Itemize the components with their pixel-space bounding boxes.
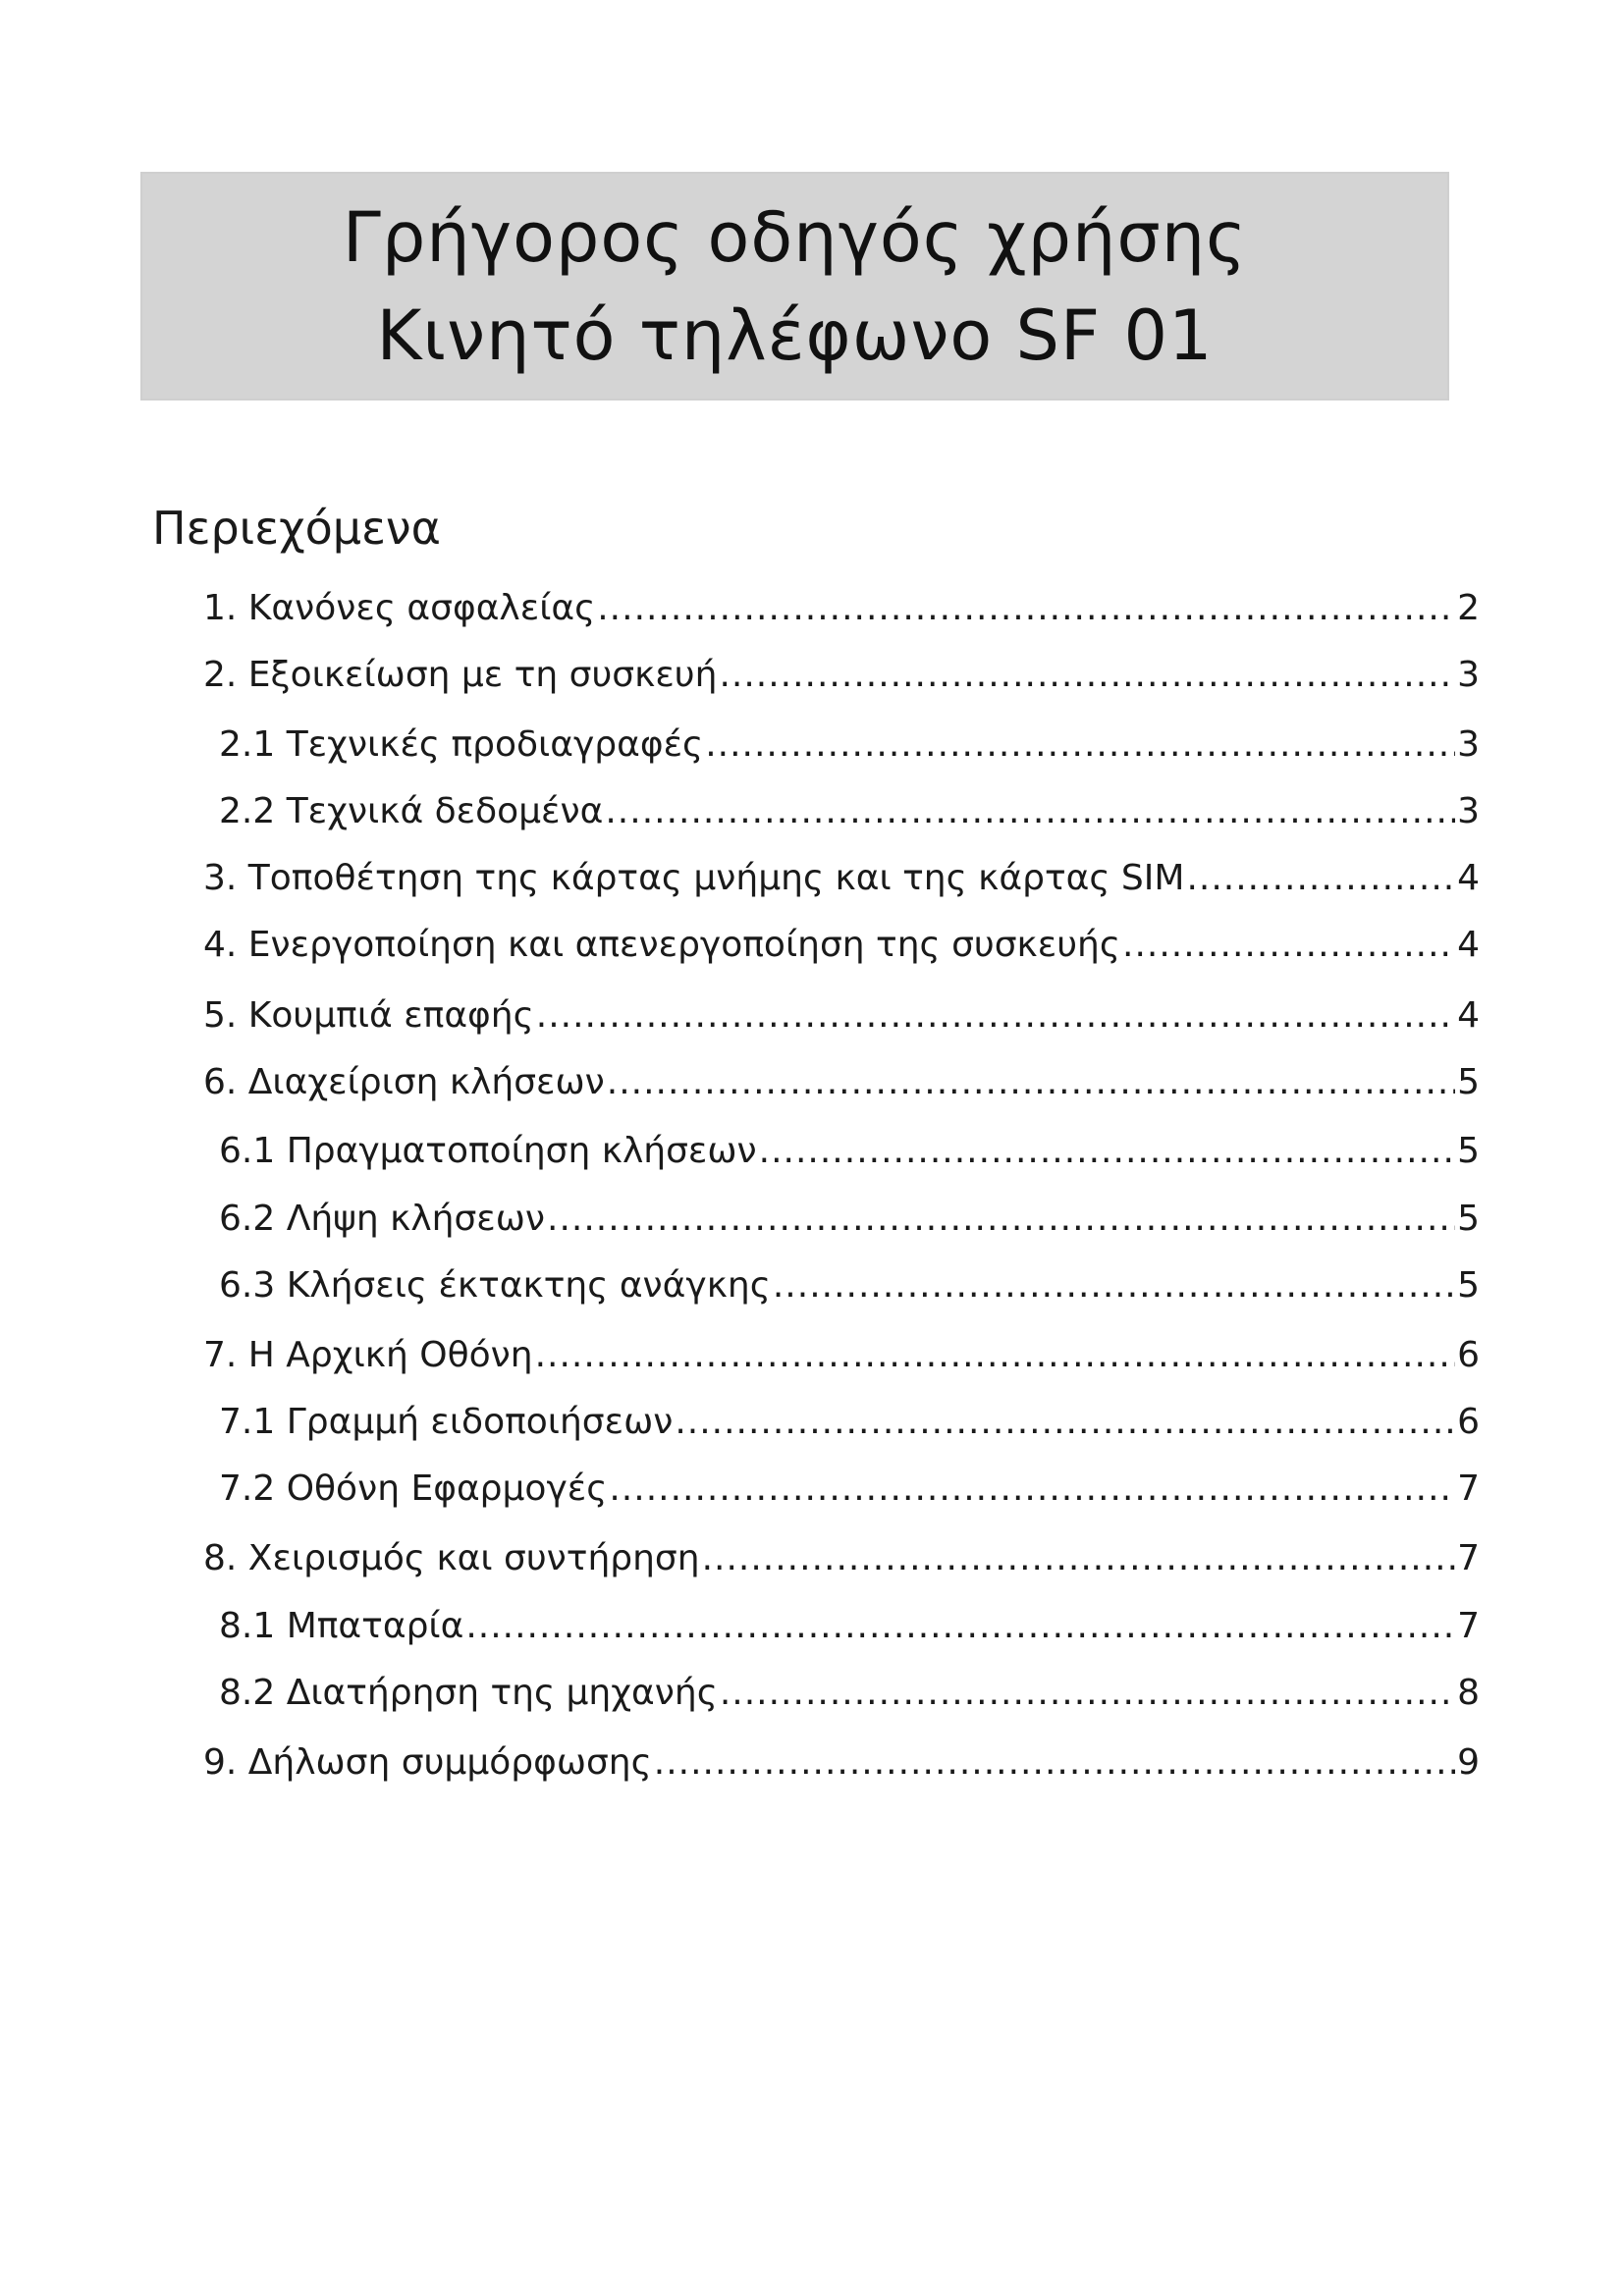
toc-dot-leader xyxy=(605,787,1455,836)
toc-dot-leader xyxy=(597,584,1455,633)
toc-entry-page: 5 xyxy=(1457,1199,1480,1239)
toc-entry-page: 7 xyxy=(1457,1606,1480,1646)
toc-dot-leader xyxy=(759,1127,1455,1176)
toc-dot-leader xyxy=(705,721,1455,770)
toc-entry-page: 2 xyxy=(1457,588,1480,628)
toc-entry-label: 3. Τοποθέτηση της κάρτας μνήμης και της κάρτας SIM xyxy=(203,858,1185,898)
toc-entry[interactable] xyxy=(219,1669,1480,1718)
toc-entry-page: 3 xyxy=(1457,791,1480,831)
toc-entry-label: 5. Κουμπιά επαφής xyxy=(203,995,534,1036)
toc-dot-leader xyxy=(609,1465,1455,1514)
toc-entry-label: 8. Χειρισμός και συντήρηση xyxy=(203,1538,700,1578)
toc-entry[interactable] xyxy=(203,1534,1480,1583)
toc-entry[interactable] xyxy=(219,1127,1480,1176)
toc-dot-leader xyxy=(535,1331,1456,1380)
toc-entry-page: 5 xyxy=(1457,1062,1480,1102)
toc-entry-page: 4 xyxy=(1457,995,1480,1036)
toc-entry[interactable] xyxy=(203,921,1480,970)
toc-dot-leader xyxy=(702,1534,1456,1583)
toc-entry-label: 2.1 Τεχνικές προδιαγραφές xyxy=(219,724,704,765)
toc-entry[interactable] xyxy=(219,1261,1480,1310)
toc-entry-label: 6.2 Λήψη κλήσεων xyxy=(219,1199,546,1239)
toc-dot-leader xyxy=(773,1261,1455,1310)
toc-entry-label: 1. Κανόνες ασφαλείας xyxy=(203,588,596,628)
toc-entry-label: 6.1 Πραγματοποίηση κλήσεων xyxy=(219,1131,757,1171)
toc-entry[interactable] xyxy=(219,1398,1480,1447)
toc-entry[interactable] xyxy=(219,1465,1480,1514)
toc-entry-page: 4 xyxy=(1457,858,1480,898)
toc-entry[interactable] xyxy=(203,1738,1480,1788)
toc-heading: Περιεχόμενα xyxy=(152,502,441,555)
toc-entry[interactable] xyxy=(203,1331,1480,1380)
toc-entry-label: 7.1 Γραμμή ειδοποιήσεων xyxy=(219,1402,674,1442)
toc-entry[interactable] xyxy=(219,787,1480,836)
toc-dot-leader xyxy=(465,1602,1455,1651)
toc-entry-label: 6.3 Κλήσεις έκτακτης ανάγκης xyxy=(219,1265,771,1306)
toc-dot-leader xyxy=(1122,921,1455,970)
toc-entry-label: 9. Δήλωση συμμόρφωσης xyxy=(203,1742,652,1783)
toc-entry[interactable] xyxy=(219,721,1480,770)
title-line-1: Γρήγορος οδηγός χρήσης xyxy=(342,196,1248,278)
toc-dot-leader xyxy=(607,1058,1455,1107)
toc-entry[interactable] xyxy=(203,651,1480,700)
toc-entry[interactable] xyxy=(203,584,1480,633)
toc-entry[interactable] xyxy=(203,991,1480,1041)
title-line-2: Κινητό τηλέφωνο SF 01 xyxy=(376,294,1214,376)
toc-entry[interactable] xyxy=(219,1602,1480,1651)
toc-dot-leader xyxy=(654,1738,1455,1788)
toc-entry-label: 6. Διαχείριση κλήσεων xyxy=(203,1062,605,1102)
toc-entry[interactable] xyxy=(219,1195,1480,1244)
toc-dot-leader xyxy=(536,991,1455,1041)
toc-entry-label: 2. Εξοικείωση με τη συσκευή xyxy=(203,655,718,695)
toc-dot-leader xyxy=(675,1398,1455,1447)
toc-entry-page: 9 xyxy=(1457,1742,1480,1783)
toc-entry[interactable] xyxy=(203,854,1480,903)
toc-entry-page: 6 xyxy=(1457,1402,1480,1442)
toc-entry-page: 4 xyxy=(1457,925,1480,965)
toc-entry-label: 8.2 Διατήρηση της μηχανής xyxy=(219,1673,718,1713)
toc-entry-page: 7 xyxy=(1457,1468,1480,1509)
toc-entry[interactable] xyxy=(203,1058,1480,1107)
toc-entry-page: 7 xyxy=(1457,1538,1480,1578)
toc-entry-page: 8 xyxy=(1457,1673,1480,1713)
toc-entry-label: 7.2 Οθόνη Εφαρμογές xyxy=(219,1468,608,1509)
toc-entry-page: 6 xyxy=(1457,1335,1480,1375)
toc-entry-page: 3 xyxy=(1457,655,1480,695)
toc-entry-label: 2.2 Τεχνικά δεδομένα xyxy=(219,791,604,831)
toc-dot-leader xyxy=(1186,854,1455,903)
toc-entry-label: 4. Ενεργοποίηση και απενεργοποίηση της συσκευής xyxy=(203,925,1120,965)
toc-dot-leader xyxy=(547,1195,1455,1244)
toc-dot-leader xyxy=(720,1669,1455,1718)
toc-entry-page: 5 xyxy=(1457,1265,1480,1306)
toc-dot-leader xyxy=(719,651,1455,700)
toc-entry-label: 8.1 Μπαταρία xyxy=(219,1606,464,1646)
toc-entry-page: 5 xyxy=(1457,1131,1480,1171)
toc-entry-label: 7. Η Αρχική Οθόνη xyxy=(203,1335,533,1375)
toc-entry-page: 3 xyxy=(1457,724,1480,765)
